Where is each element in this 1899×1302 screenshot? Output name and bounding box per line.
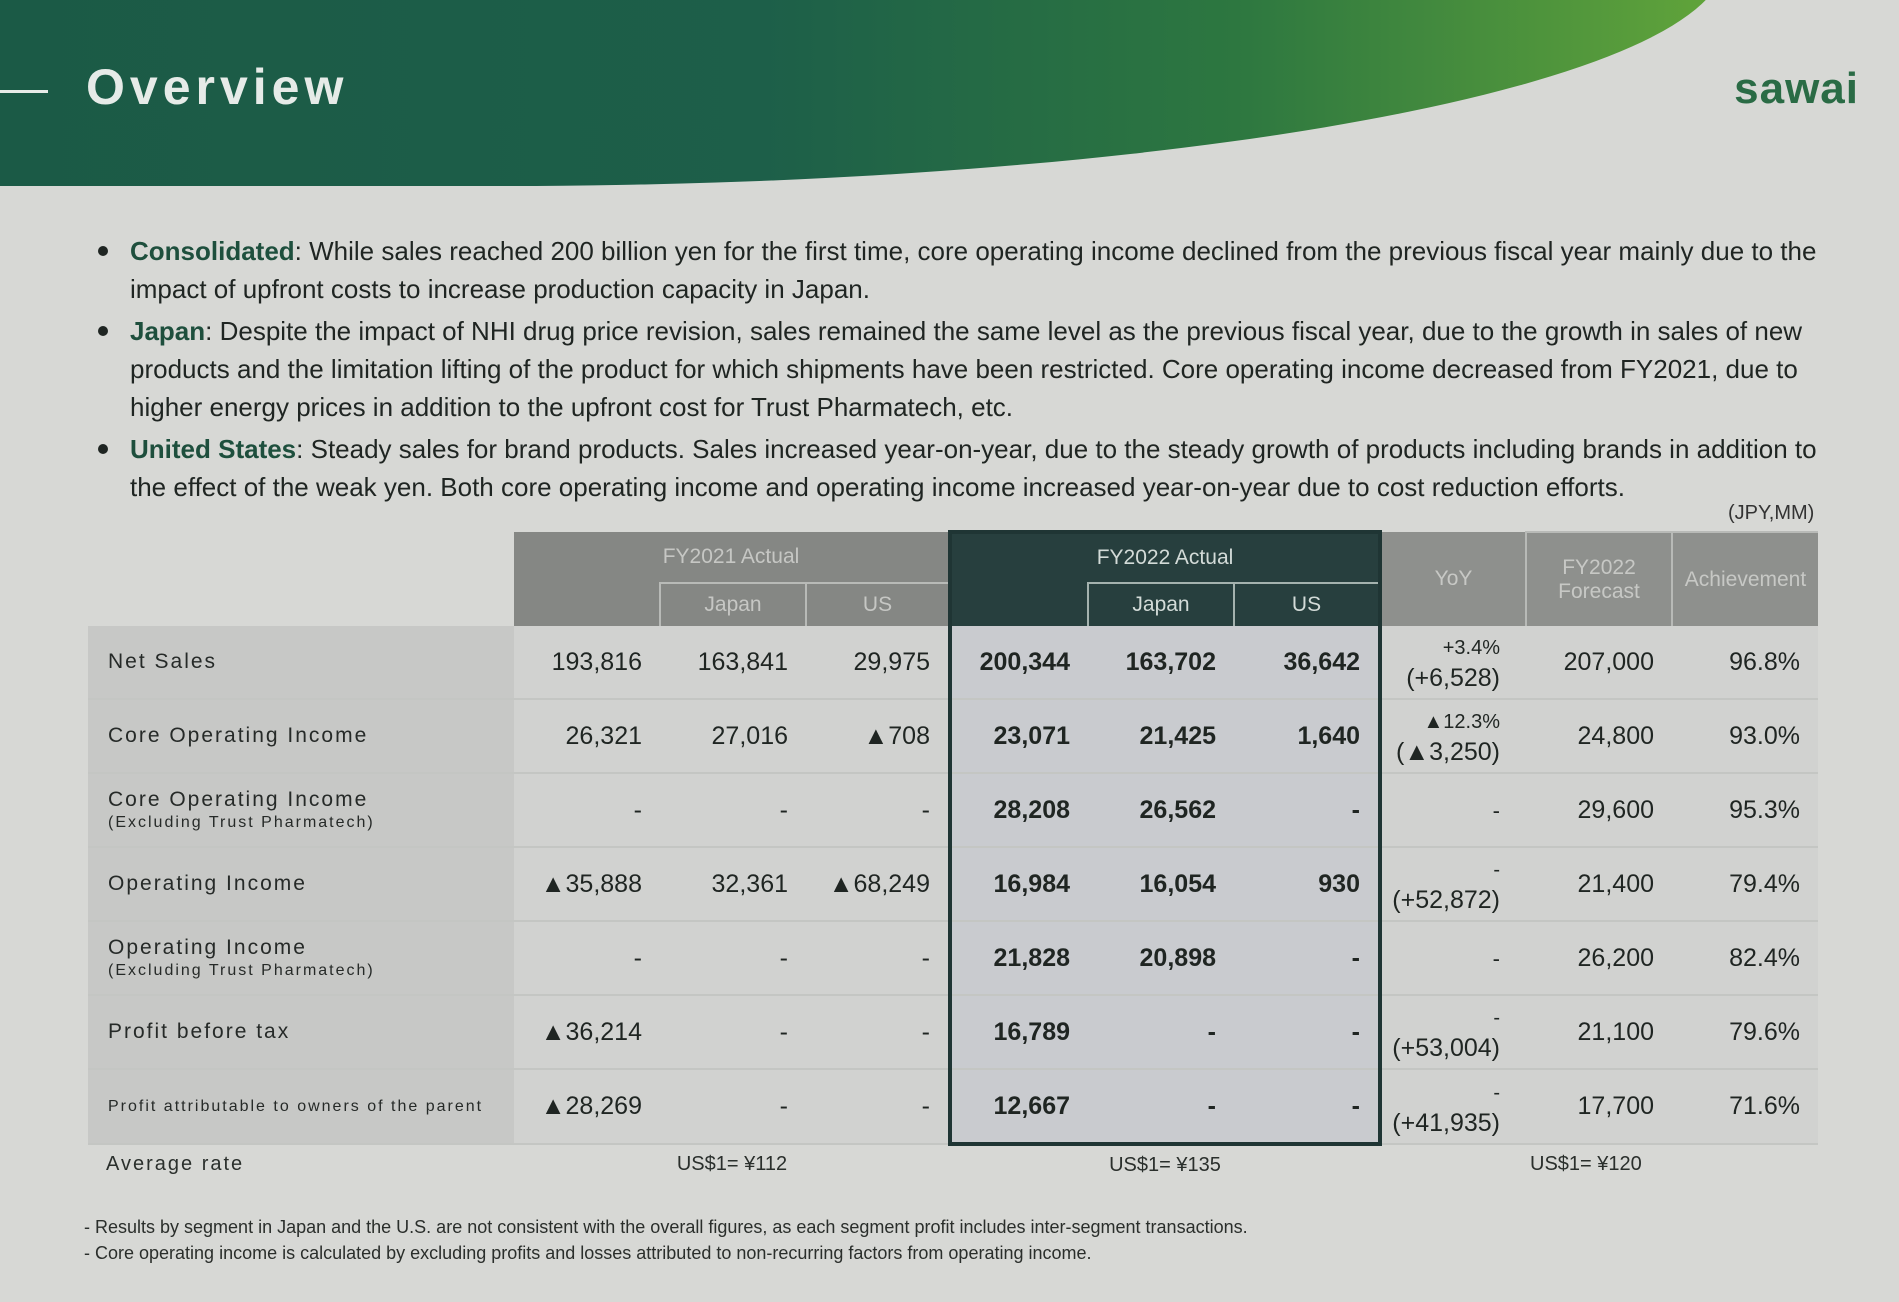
summary-bullets (92, 232, 1832, 510)
cell-fy22-japan: 21,425 (1088, 699, 1234, 773)
cell-fy22-japan: - (1088, 995, 1234, 1069)
cell-yoy: - (+53,004) (1380, 995, 1526, 1069)
table-row (88, 699, 1818, 773)
bullet-dot-icon (98, 246, 108, 256)
cell-fy21-japan: - (660, 995, 806, 1069)
cell-fy22: 200,344 (950, 626, 1088, 699)
cell-fy22-japan: 16,054 (1088, 847, 1234, 921)
cell-fy22-japan: 20,898 (1088, 921, 1234, 995)
header-blank (88, 532, 514, 626)
cell-forecast: 24,800 (1526, 699, 1672, 773)
cell-fy21: - (514, 773, 660, 847)
cell-forecast: 21,400 (1526, 847, 1672, 921)
cell-fy21: ▲36,214 (514, 995, 660, 1069)
cell-achievement: 96.8% (1672, 626, 1818, 699)
header-fy2021-total (514, 583, 660, 626)
bullet-consolidated: Consolidated: While sales reached 200 billion yen for the first time, core operating income declined from the previous fiscal year mainly due to the impact of upfront costs to increase production capacity in Japan. (92, 232, 1832, 308)
header-achievement: Achievement (1672, 532, 1818, 626)
cell-fy22: 12,667 (950, 1069, 1088, 1144)
cell-achievement: 95.3% (1672, 773, 1818, 847)
cell-fy22-us: - (1234, 773, 1380, 847)
table-row (88, 995, 1818, 1069)
footnote: - Core operating income is calculated by excluding profits and losses attributed to non-recurring factors from operating income. (84, 1243, 1092, 1263)
cell-fy22-us: 930 (1234, 847, 1380, 921)
row-label: Profit before tax (88, 995, 514, 1069)
cell-fy22-us: 36,642 (1234, 626, 1380, 699)
header-banner (0, 0, 1899, 186)
cell-fy22: 16,789 (950, 995, 1088, 1069)
header-fy2022: FY2022 Actual (950, 532, 1380, 583)
average-rate-fy21: US$1= ¥112 (676, 1153, 788, 1175)
cell-fy21: - (514, 921, 660, 995)
row-label: Operating Income (88, 847, 514, 921)
cell-fy21-japan: - (660, 773, 806, 847)
header-fy2022-us: US (1234, 583, 1380, 626)
cell-fy21-us: 29,975 (806, 626, 950, 699)
cell-fy21: ▲28,269 (514, 1069, 660, 1144)
cell-fy22-us: - (1234, 921, 1380, 995)
table-row (88, 1069, 1818, 1144)
cell-achievement: 79.6% (1672, 995, 1818, 1069)
cell-achievement: 79.4% (1672, 847, 1818, 921)
table-row (88, 626, 1818, 699)
cell-achievement: 93.0% (1672, 699, 1818, 773)
average-rate-label: Average rate (106, 1153, 245, 1175)
cell-achievement: 82.4% (1672, 921, 1818, 995)
cell-forecast: 207,000 (1526, 626, 1672, 699)
cell-fy21-japan: - (660, 921, 806, 995)
cell-fy21-us: ▲708 (806, 699, 950, 773)
header-forecast: FY2022 Forecast (1526, 532, 1672, 626)
cell-fy22-japan: 26,562 (1088, 773, 1234, 847)
header-fy2022-total (950, 583, 1088, 626)
cell-fy21-us: - (806, 773, 950, 847)
bullet-dot-icon (98, 326, 108, 336)
cell-fy22-us: 1,640 (1234, 699, 1380, 773)
cell-fy22: 23,071 (950, 699, 1088, 773)
cell-forecast: 26,200 (1526, 921, 1672, 995)
cell-fy22: 21,828 (950, 921, 1088, 995)
table-row (88, 847, 1818, 921)
cell-fy21-japan: - (660, 1069, 806, 1144)
average-rate-row (88, 1144, 1818, 1184)
title-rule (0, 90, 48, 93)
cell-fy22-us: - (1234, 1069, 1380, 1144)
cell-fy21-us: - (806, 921, 950, 995)
header-fy2021-us: US (806, 583, 950, 626)
cell-fy22: 16,984 (950, 847, 1088, 921)
bullet-dot-icon (98, 444, 108, 454)
cell-yoy: - (1380, 921, 1526, 995)
company-logo: sawai (1734, 64, 1859, 113)
cell-fy22-us: - (1234, 995, 1380, 1069)
header-yoy: YoY (1380, 532, 1526, 626)
cell-fy21-japan: 32,361 (660, 847, 806, 921)
cell-yoy: - (1380, 773, 1526, 847)
page-title: Overview (86, 59, 349, 115)
header-fy2021-japan: Japan (660, 583, 806, 626)
row-label: Net Sales (88, 626, 514, 699)
cell-fy21-japan: 163,841 (660, 626, 806, 699)
average-rate-fy22: US$1= ¥135 (1109, 1153, 1221, 1176)
footnote: - Results by segment in Japan and the U.S. are not consistent with the overall figures, as each segment profit includes inter-segment transactions. (84, 1217, 1248, 1237)
footnotes (84, 1214, 1248, 1266)
cell-fy21: 193,816 (514, 626, 660, 699)
cell-yoy: - (+41,935) (1380, 1069, 1526, 1144)
cell-yoy: +3.4% (+6,528) (1380, 626, 1526, 699)
cell-fy21: ▲35,888 (514, 847, 660, 921)
average-rate-forecast: US$1= ¥120 (1530, 1153, 1642, 1175)
table-row (88, 921, 1818, 995)
row-label: Core Operating Income (Excluding Trust Pharmatech) (88, 773, 514, 847)
table-row (88, 773, 1818, 847)
cell-fy21-japan: 27,016 (660, 699, 806, 773)
cell-achievement: 71.6% (1672, 1069, 1818, 1144)
cell-fy21: 26,321 (514, 699, 660, 773)
cell-fy22: 28,208 (950, 773, 1088, 847)
cell-forecast: 17,700 (1526, 1069, 1672, 1144)
cell-yoy: ▲12.3% (▲3,250) (1380, 699, 1526, 773)
cell-fy21-us: - (806, 1069, 950, 1144)
bullet-us: United States: Steady sales for brand products. Sales increased year-on-year, due to the steady growth of products including brands in addition to the effect of the weak yen. Both core operating income and operating income increased year-on-year due to cost reduction efforts. (92, 430, 1832, 506)
cell-fy22-japan: 163,702 (1088, 626, 1234, 699)
row-label: Core Operating Income (88, 699, 514, 773)
cell-fy21-us: ▲68,249 (806, 847, 950, 921)
unit-label: (JPY,MM) (1728, 502, 1815, 524)
cell-fy21-us: - (806, 995, 950, 1069)
header-fy2021: FY2021 Actual (514, 532, 950, 583)
header-fy2022-japan: Japan (1088, 583, 1234, 626)
row-label: Operating Income (Excluding Trust Pharmatech) (88, 921, 514, 995)
cell-forecast: 29,600 (1526, 773, 1672, 847)
cell-forecast: 21,100 (1526, 995, 1672, 1069)
cell-fy22-japan: - (1088, 1069, 1234, 1144)
row-label: Profit attributable to owners of the parent (88, 1069, 514, 1144)
bullet-japan: Japan: Despite the impact of NHI drug price revision, sales remained the same level as the previous fiscal year, due to the growth in sales of new products and the limitation lifting of the product for which shipments have been restricted. Core operating income decreased from FY2021, due to higher energy prices in addition to the upfront cost for Trust Pharmatech, etc. (92, 312, 1832, 426)
financial-table (88, 530, 1818, 1184)
cell-yoy: - (+52,872) (1380, 847, 1526, 921)
